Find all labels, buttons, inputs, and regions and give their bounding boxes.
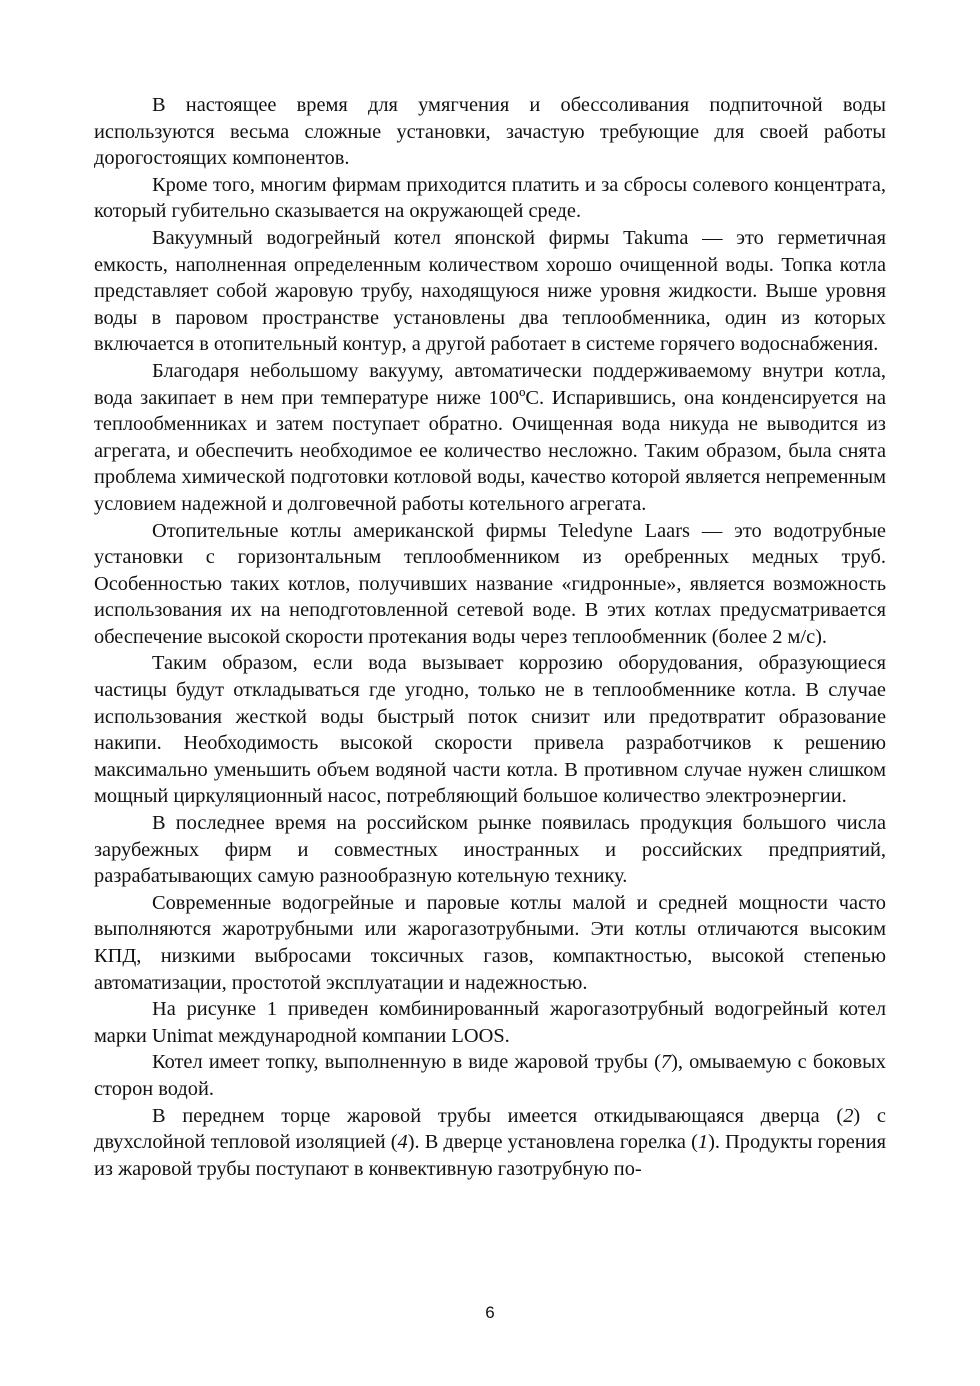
paragraph-7: В последнее время на российском рынке появилась продукция большого числа зарубежных фирм и совместных иностранных и российских предприятий, разрабатывающих самую разнообразную котельную технику. <box>94 812 886 888</box>
paragraph-4: Благодаря небольшому вакууму, автоматически поддерживаемому внутри котла, вода закипает в нем при температуре ниже 100ºС. Испарившись, она конденсируется на теплообменниках и затем поступает обратно. Очищенная вода никуда не выводится из агрегата, и обеспечить необходимое ее количество несложно. Таким образом, была снята проблема химической подготовки котловой воды, качество которой является непременным условием надежной и долговечной работы котельного агрегата. <box>94 359 886 515</box>
paragraph-8: Современные водогрейные и паровые котлы малой и средней мощности часто выполняются жаротрубными или жарогазотрубными. Эти котлы отличаются высоким КПД, низкими выбросами токсичных газов, компактностью, высокой степенью автоматизации, простотой эксплуатации и надежностью. <box>94 891 886 994</box>
paragraph-2: Кроме того, многим фирмам приходится платить и за сбросы солевого концентрата, который губительно сказывается на окружающей среде. <box>94 173 886 223</box>
document-body <box>94 92 886 1182</box>
paragraph-11-text-a: В переднем торце жаровой трубы имеется откидывающаяся дверца ( <box>152 1104 844 1127</box>
paragraph-3: Вакуумный водогрейный котел японской фирмы Takuma — это герметичная емкость, наполненная определенным количеством хорошо очищенной воды. Топка котла представляет собой жаровую трубу, находящуюся ниже уровня жидкости. Выше уровня воды в паровом пространстве установлены два теплообменника, один из которых включается в отопительный контур, а другой работает в системе горячего водоснабжения. <box>94 226 886 356</box>
paragraph-5: Отопительные котлы американской фирмы Teledyne Laars — это водотрубные установки с горизонтальным теплообменником из оребренных медных труб. Особенностью таких котлов, получивших название «гидронные», является возможность использования их на неподготовленной сетевой воде. В этих котлах предусматривается обеспечение высокой скорости протекания воды через теплообменник (более 2 м/с). <box>94 519 886 648</box>
figure-ref-7: 7 <box>660 1051 672 1074</box>
figure-ref-2: 2 <box>843 1104 854 1127</box>
paragraph-10 <box>94 1049 886 1102</box>
paragraph-11-text-b: ) с двухслойной тепловой изоляцией ( <box>94 1104 886 1154</box>
page-number: 6 <box>485 1303 495 1322</box>
paragraph-9: На рисунке 1 приведен комбинированный жарогазотрубный водогрейный котел марки Unimat международной компании LOOS. <box>94 998 886 1047</box>
paragraph-1: В настоящее время для умягчения и обессоливания подпиточной воды используются весьма сложные установки, зачастую требующие для своей работы дорогостоящих компонентов. <box>94 94 886 170</box>
paragraph-10-text-a: Котел имеет топку, выполненную в виде жаровой трубы ( <box>152 1051 661 1074</box>
paragraph-11-text-c: ). В дверце установлена горелка ( <box>407 1131 698 1154</box>
figure-ref-1: 1 <box>697 1131 709 1154</box>
figure-ref-4: 4 <box>397 1131 408 1154</box>
paragraph-10-text-b: ), омываемую с боковых сторон водой. <box>94 1051 887 1100</box>
paragraph-6: Таким образом, если вода вызывает коррозию оборудования, образующиеся частицы будут откладываться где угодно, только не в теплообменнике котла. В случае использования жесткой воды быстрый поток снизит или предотвратит образование накипи. Необходимость высокой скорости привела разработчиков к решению максимально уменьшить объем водяной части котла. В противном случае нужен слишком мощный циркуляционный насос, потребляющий большое количество электроэнергии. <box>94 652 886 808</box>
paragraph-11 <box>94 1103 886 1183</box>
paragraph-11-text-d: ). Продукты горения из жаровой трубы поступают в конвективную газотрубную по- <box>94 1131 887 1180</box>
